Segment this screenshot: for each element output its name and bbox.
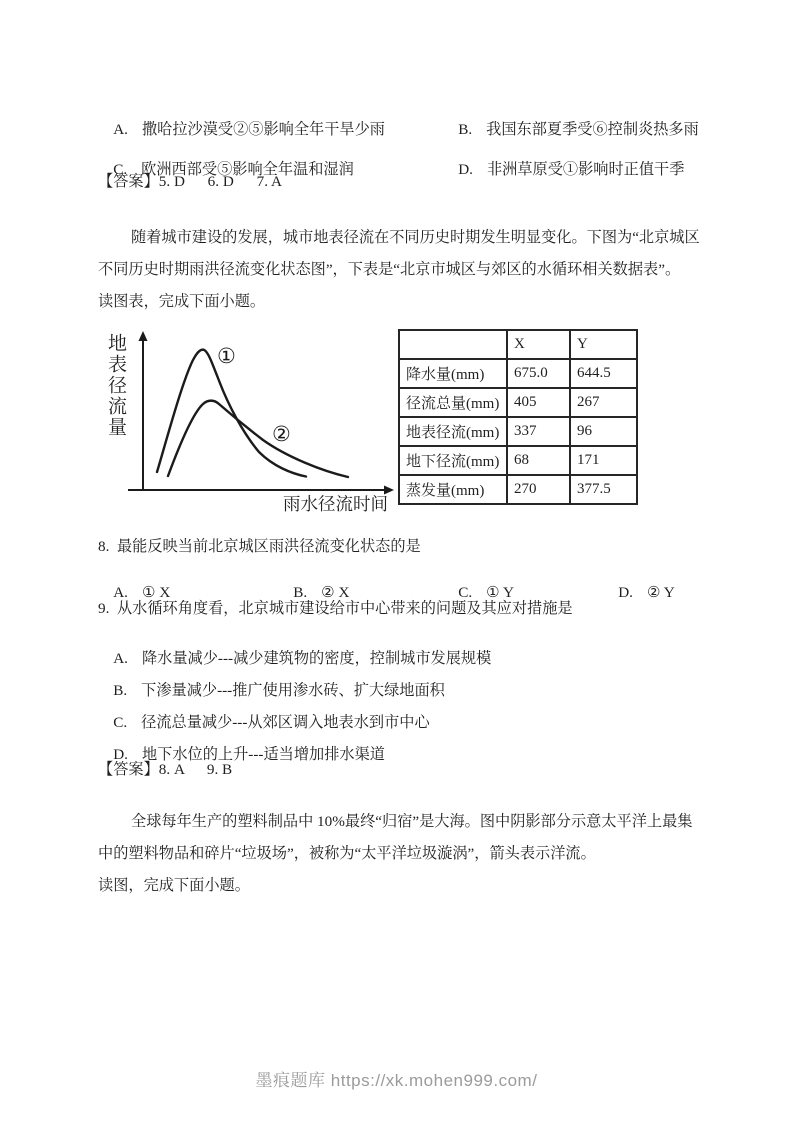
row-label: 地表径流(mm)	[399, 417, 507, 446]
passage-pacific-garbage	[98, 806, 693, 902]
water-cycle-table	[398, 329, 638, 505]
passage-beijing	[98, 222, 700, 318]
curve-1	[157, 350, 306, 477]
option-letter: C.	[458, 584, 473, 601]
curve-1-label: ①	[217, 344, 236, 368]
option-text: 撒哈拉沙漠受②⑤影响全年干旱少雨	[141, 121, 385, 138]
passage-line: 读图，完成下面小题。	[98, 877, 250, 894]
option-letter: B.	[293, 584, 308, 601]
table-row	[399, 417, 637, 446]
cell-y: 377.5	[570, 475, 637, 504]
cell-y: 644.5	[570, 359, 637, 388]
passage-line: 随着城市建设的发展，城市地表径流在不同历史时期发生明显变化。下图为“北京城区	[131, 229, 700, 246]
option-text: 非洲草原受①影响时正值干季	[486, 161, 685, 178]
option-letter: D.	[618, 584, 633, 601]
option-letter: B.	[458, 121, 473, 138]
option-text: ① Y	[486, 584, 514, 601]
table-header-row	[399, 330, 637, 359]
option-letter: D.	[113, 746, 128, 763]
footer-watermark: 墨痕题库 https://xk.mohen999.com/	[255, 1071, 538, 1090]
cell-x: 405	[507, 388, 570, 417]
option-text: 降水量减少---减少建筑物的密度，控制城市发展规模	[141, 650, 492, 667]
table-row	[399, 475, 637, 504]
cell-x: 270	[507, 475, 570, 504]
cell-y: 96	[570, 417, 637, 446]
table-row	[399, 446, 637, 475]
passage-line: 不同历史时期雨洪径流变化状态图”，下表是“北京市城区与郊区的水循环相关数据表”。	[98, 261, 681, 278]
row-label: 降水量(mm)	[399, 359, 507, 388]
option-text: ② Y	[646, 584, 675, 601]
table-row	[399, 388, 637, 417]
cell-y: 267	[570, 388, 637, 417]
header-cell-blank	[399, 330, 507, 359]
passage-line: 全球每年生产的塑料制品中 10%最终“归宿”是大海。图中阴影部分示意太平洋上最集	[131, 813, 693, 830]
row-label: 径流总量(mm)	[399, 388, 507, 417]
question-9-stem: 9. 从水循环角度看，北京城市建设给市中心带来的问题及其应对措施是	[98, 600, 573, 617]
option-letter: A.	[113, 650, 128, 667]
option-text: ② X	[321, 584, 350, 601]
option-text: 下渗量减少---推广使用渗水砖、扩大绿地面积	[141, 682, 445, 699]
question-8-stem: 8. 最能反映当前北京城区雨洪径流变化状态的是	[98, 538, 421, 555]
row-label: 蒸发量(mm)	[399, 475, 507, 504]
passage-line: 读图表，完成下面小题。	[98, 293, 266, 310]
axis-arrow-up-icon	[139, 331, 148, 341]
row-label: 地下径流(mm)	[399, 446, 507, 475]
cell-x: 675.0	[507, 359, 570, 388]
option-letter: C.	[113, 714, 128, 731]
option-letter: D.	[458, 161, 473, 178]
option-letter: C.	[113, 161, 128, 178]
cell-y: 171	[570, 446, 637, 475]
x-axis-label: 雨水径流时间	[283, 494, 388, 514]
cell-x: 68	[507, 446, 570, 475]
q567-option-d	[443, 140, 684, 197]
option-letter: A.	[113, 584, 128, 601]
option-letter: A.	[113, 121, 128, 138]
answer-line-q89: 【答案】8. A 9. B	[98, 761, 233, 778]
cell-x: 337	[507, 417, 570, 446]
option-text: 欧洲西部受⑤影响全年温和湿润	[141, 161, 354, 178]
runoff-chart	[100, 330, 395, 516]
option-text: 径流总量减少---从郊区调入地表水到市中心	[141, 714, 430, 731]
option-text: ① X	[141, 584, 171, 601]
option-text: 地下水位的上升---适当增加排水渠道	[141, 746, 385, 763]
answer-line-q567: 【答案】5. D 6. D 7. A	[98, 173, 282, 190]
passage-line: 中的塑料物品和碎片“垃圾场”，被称为“太平洋垃圾漩涡”，箭头表示洋流。	[98, 845, 596, 862]
option-letter: B.	[113, 682, 128, 699]
q8-option-d	[603, 565, 675, 620]
curve-2-label: ②	[272, 422, 291, 446]
header-cell-y: Y	[570, 330, 637, 359]
y-axis-label: 地表径流量	[105, 333, 126, 438]
option-text: 我国东部夏季受⑥控制炎热多雨	[486, 121, 699, 138]
header-cell-x: X	[507, 330, 570, 359]
curve-2	[168, 401, 348, 477]
runoff-chart-canvas	[100, 330, 395, 516]
table-row	[399, 359, 637, 388]
